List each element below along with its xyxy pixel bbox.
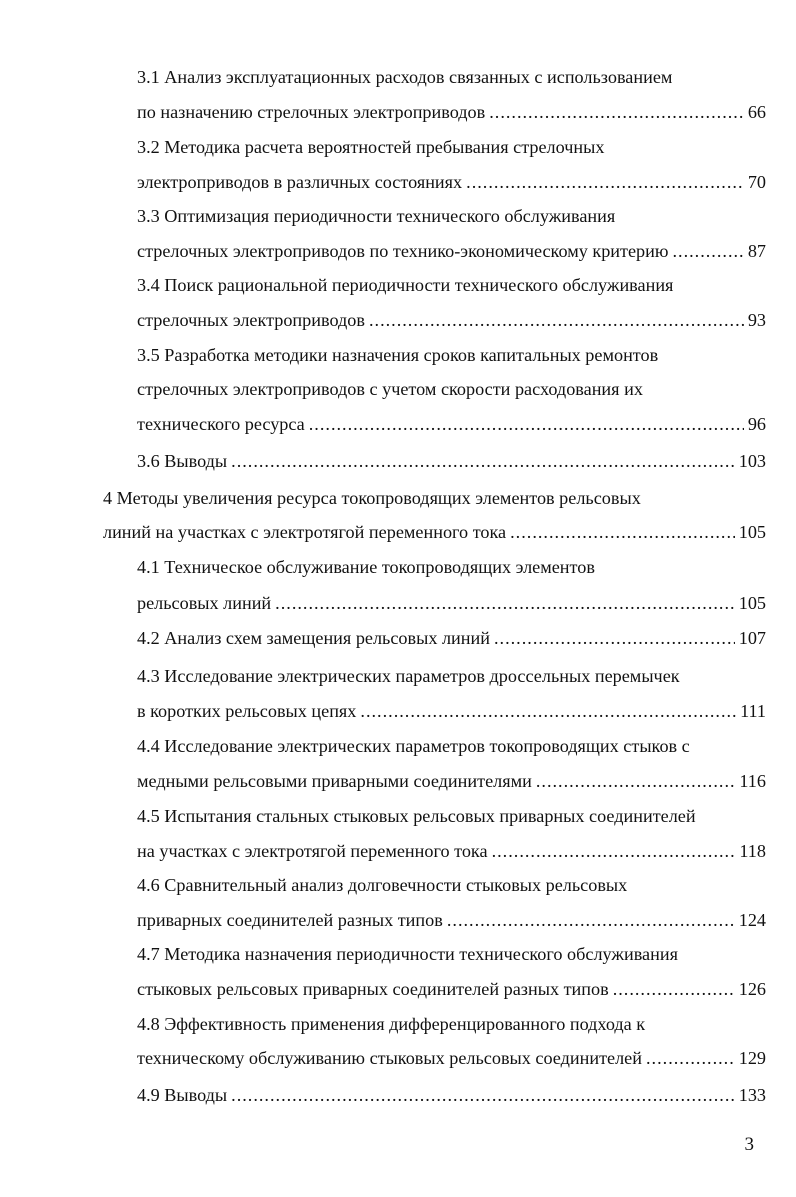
toc-page-ref: 105 bbox=[738, 593, 766, 613]
toc-page-ref: 96 bbox=[747, 414, 766, 434]
dot-leader bbox=[646, 1041, 735, 1075]
toc-chapter-4-line-2: линий на участках с электротягой переменного тока ..... 105 bbox=[103, 515, 766, 549]
toc-entry-3-4-line-2: стрелочных электроприводов ..... 93 bbox=[137, 303, 766, 337]
toc-page-ref: 129 bbox=[738, 1048, 766, 1068]
toc-entry-4-2: 4.2 Анализ схем замещения рельсовых линий ..... 107 bbox=[137, 621, 766, 655]
toc-page-ref: 111 bbox=[740, 701, 766, 721]
toc-page-ref: 105 bbox=[738, 522, 766, 542]
dot-leader bbox=[360, 694, 736, 728]
dot-leader bbox=[466, 165, 744, 199]
toc-entry-4-8-line-2: техническому обслуживанию стыковых рельсовых соединителей ..... 129 bbox=[137, 1041, 766, 1075]
dot-leader bbox=[536, 764, 736, 798]
dot-leader bbox=[494, 621, 735, 655]
dot-leader bbox=[447, 903, 735, 937]
toc-entry-4-7-line-2: стыковых рельсовых приварных соединителей разных типов ..... 126 bbox=[137, 972, 766, 1006]
toc-entry-4-7-line-1: 4.7 Методика назначения периодичности технического обслуживания bbox=[137, 944, 678, 964]
toc-entry-4-3-line-1: 4.3 Исследование электрических параметров дроссельных перемычек bbox=[137, 666, 680, 686]
dot-leader bbox=[613, 972, 735, 1006]
toc-entry-3-3-line-2: стрелочных электроприводов по технико-экономическому критерию ..... 87 bbox=[137, 234, 766, 268]
toc-page-ref: 107 bbox=[738, 628, 766, 648]
toc-entry-4-3-line-2: в коротких рельсовых цепях ..... 111 bbox=[137, 694, 766, 728]
toc-entry-4-5-line-1: 4.5 Испытания стальных стыковых рельсовых приварных соединителей bbox=[137, 806, 696, 826]
toc-entry-4-6-line-1: 4.6 Сравнительный анализ долговечности стыковых рельсовых bbox=[137, 875, 628, 895]
toc-entry-3-1-line-2: по назначению стрелочных электроприводов ..... 66 bbox=[137, 95, 766, 129]
toc-entry-3-5-line-2: стрелочных электроприводов с учетом скорости расходования их bbox=[137, 379, 643, 399]
toc-chapter-4-line-1: 4 Методы увеличения ресурса токопроводящих элементов рельсовых bbox=[103, 488, 641, 508]
toc-page-ref: 124 bbox=[738, 910, 766, 930]
dot-leader bbox=[492, 834, 736, 868]
toc-entry-3-4-line-1: 3.4 Поиск рациональной периодичности технического обслуживания bbox=[137, 275, 674, 295]
toc-entry-4-5-line-2: на участках с электротягой переменного тока ..... 118 bbox=[137, 834, 766, 868]
toc-entry-3-5-line-3: технического ресурса ..... 96 bbox=[137, 407, 766, 441]
toc-entry-3-3-line-1: 3.3 Оптимизация периодичности технического обслуживания bbox=[137, 206, 616, 226]
toc-entry-3-2-line-2: электроприводов в различных состояниях ..... 70 bbox=[137, 165, 766, 199]
dot-leader bbox=[672, 234, 743, 268]
toc-entry-4-8-line-1: 4.8 Эффективность применения дифференцированного подхода к bbox=[137, 1014, 646, 1034]
toc-page-ref: 87 bbox=[747, 241, 766, 261]
toc-page-ref: 70 bbox=[747, 172, 766, 192]
toc-page-ref: 93 bbox=[747, 310, 766, 330]
toc-entry-3-2-line-1: 3.2 Методика расчета вероятностей пребывания стрелочных bbox=[137, 137, 605, 157]
toc-entry-3-1-line-1: 3.1 Анализ эксплуатационных расходов связанных с использованием bbox=[137, 67, 673, 87]
toc-entry-4-4-line-2: медными рельсовыми приварными соединителями ..... 116 bbox=[137, 764, 766, 798]
toc-page-ref: 118 bbox=[739, 841, 766, 861]
dot-leader bbox=[309, 407, 744, 441]
toc-page-ref: 116 bbox=[739, 771, 766, 791]
page-number: 3 bbox=[744, 1134, 754, 1155]
toc-entry-3-5-line-1: 3.5 Разработка методики назначения сроков капитальных ремонтов bbox=[137, 345, 659, 365]
toc-entry-4-1-line-1: 4.1 Техническое обслуживание токопроводящих элементов bbox=[137, 557, 595, 577]
dot-leader bbox=[369, 303, 744, 337]
dot-leader bbox=[275, 586, 735, 620]
toc-page-ref: 66 bbox=[747, 102, 766, 122]
toc-page-ref: 133 bbox=[738, 1085, 766, 1105]
toc-entry-3-6: 3.6 Выводы ..... 103 bbox=[137, 444, 766, 478]
toc-entry-4-1-line-2: рельсовых линий ..... 105 bbox=[137, 586, 766, 620]
toc-entry-4-4-line-1: 4.4 Исследование электрических параметров токопроводящих стыков с bbox=[137, 736, 690, 756]
toc-page-ref: 103 bbox=[738, 451, 766, 471]
dot-leader bbox=[510, 515, 735, 549]
dot-leader bbox=[231, 1078, 735, 1112]
toc-entry-4-9: 4.9 Выводы ..... 133 bbox=[137, 1078, 766, 1112]
dot-leader bbox=[489, 95, 744, 129]
toc-page-ref: 126 bbox=[738, 979, 766, 999]
dot-leader bbox=[231, 444, 735, 478]
toc-entry-4-6-line-2: приварных соединителей разных типов ..... 124 bbox=[137, 903, 766, 937]
